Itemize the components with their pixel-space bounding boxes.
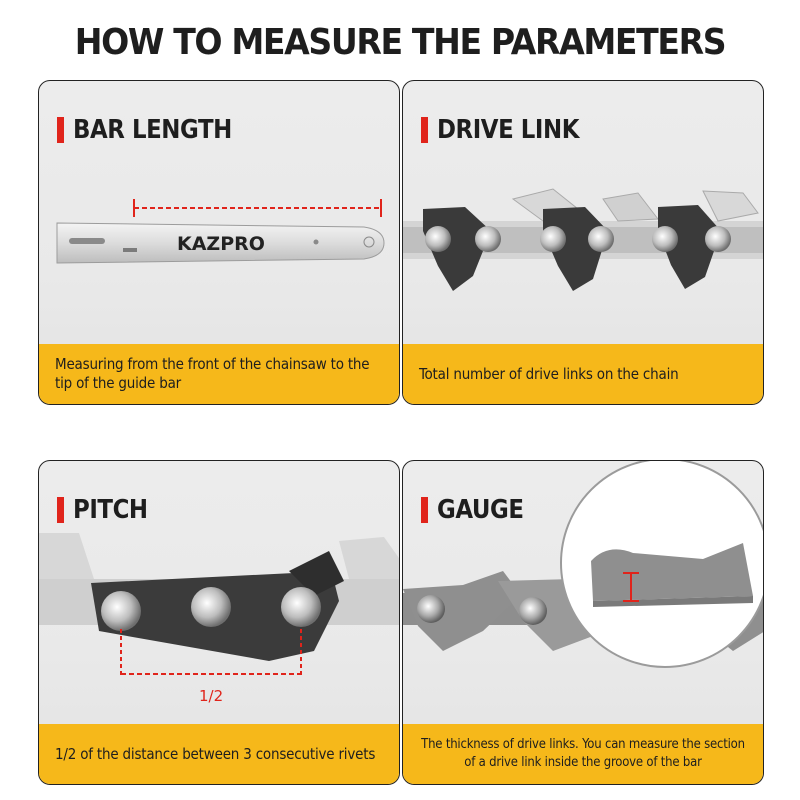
pitch-card xyxy=(38,460,400,785)
heading-accent xyxy=(421,497,428,523)
bar-brand-logo: KAZPRO xyxy=(177,233,265,255)
pitch-caption: 1/2 of the distance between 3 consecutive rivets xyxy=(39,724,399,784)
bar-length-heading: BAR LENGTH xyxy=(57,113,253,147)
drive-link-card xyxy=(402,80,764,405)
bar-length-caption: Measuring from the front of the chainsaw to the tip of the guide bar xyxy=(39,344,399,404)
gauge-heading: GAUGE xyxy=(421,493,535,527)
drive-link-heading: DRIVE LINK xyxy=(421,113,598,147)
gauge-card xyxy=(402,460,764,785)
page-title: HOW TO MEASURE THE PARAMETERS xyxy=(74,22,726,63)
heading-accent xyxy=(57,117,64,143)
bar-length-card xyxy=(38,80,400,405)
gauge-caption: The thickness of drive links. You can measure the section of a drive link inside the groove of the bar xyxy=(403,724,763,784)
pitch-measure-label: 1/2 xyxy=(199,687,224,705)
heading-accent xyxy=(421,117,428,143)
drive-link-caption: Total number of drive links on the chain xyxy=(403,344,763,404)
heading-accent xyxy=(57,497,64,523)
pitch-heading: PITCH xyxy=(57,493,158,527)
